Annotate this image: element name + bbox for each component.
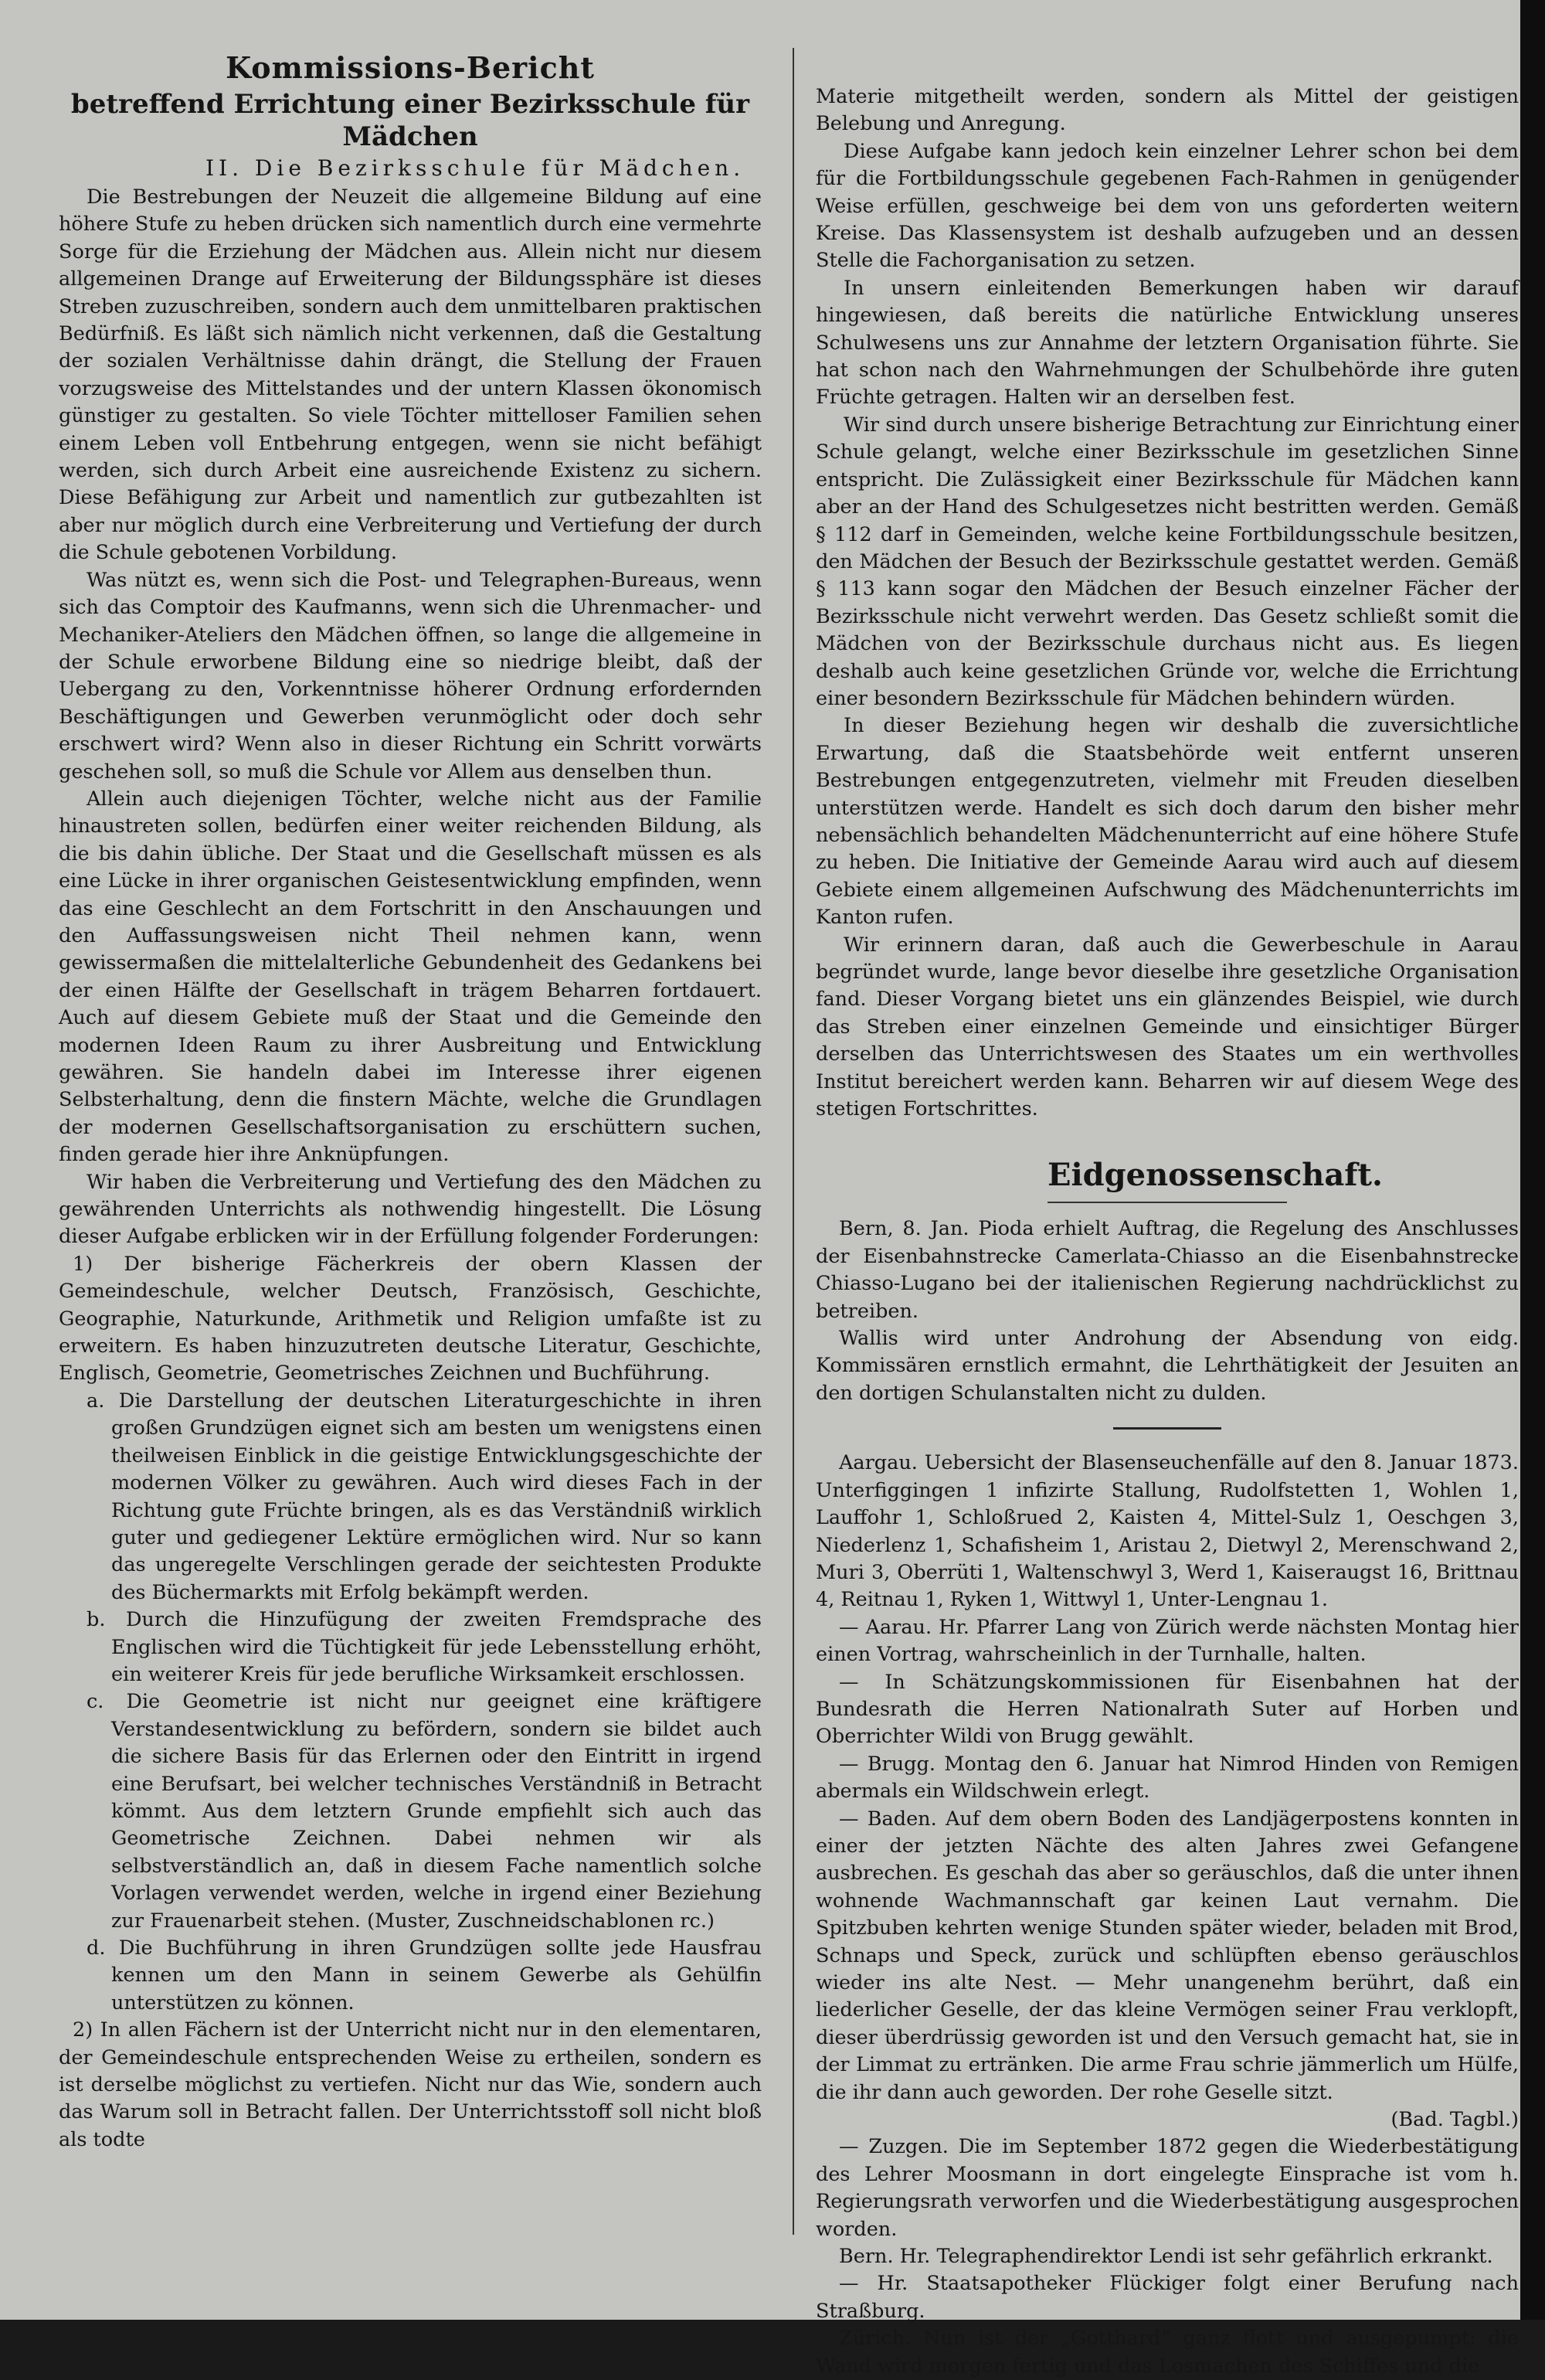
news-item-bern: Bern, 8. Jan. Pioda erhielt Auftrag, die Regelung des Anschlusses der Eisenbahnstrecke Camerlata-Chiasso an die Eisenbahnstrecke Chiasso-Lugano bei der italienischen Regierung nachdrücklichst zu betreiben. — [816, 1217, 1519, 1323]
list-item-2: 2) In allen Fächern ist der Unterricht nicht nur in den elementaren, der Gemeindeschule entsprechenden Weise zu ertheilen, sondern es ist derselbe möglichst zu vertiefen. Nicht nur das Wie, sondern auch das Warum soll in Betracht fallen. Der Unterrichtsstoff soll nicht bloß als todte — [59, 2018, 762, 2151]
article-subtitle: betreffend Errichtung einer Bezirksschule für Mädchen — [70, 89, 750, 152]
sub-list — [87, 1388, 762, 2017]
news-item-aarau: — Aarau. Hr. Pfarrer Lang von Zürich werde nächsten Montag hier einen Vortrag, wahrscheinlich in der Turnhalle, halten. — [816, 1615, 1519, 1667]
scan-edge — [1520, 0, 1545, 2320]
paragraph: Wir sind durch unsere bisherige Betrachtung zur Einrichtung einer Schule gelangt, welche einer Bezirksschule im gesetzlichen Sinne entspricht. Die Zulässigkeit einer Bezirksschule für Mädchen kann aber an der Hand des Schulgesetzes nicht bestritten werden. Gemäß § 112 darf in Gemeinden, welche keine Fortbildungsschule besitzen, den Mädchen der Besuch der Bezirksschule gestattet werden. Gemäß § 113 kann sogar den Mädchen der Besuch einzelner Fächer der Bezirksschule nicht verwehrt werden. Das Gesetz schließt somit die Mädchen von der Bezirksschule durchaus nicht aus. Es liegen deshalb auch keine gesetzlichen Gründe vor, welche die Errichtung einer besondern Bezirksschule für Mädchen behindern würden. — [816, 413, 1519, 710]
news-item-staatsapotheker: — Hr. Staatsapotheker Flückiger folgt einer Berufung nach Straßburg. — [816, 2272, 1519, 2323]
news-item-bern-telegraph: Bern. Hr. Telegraphendirektor Lendi ist sehr gefährlich erkrankt. — [839, 2245, 1493, 2269]
section-heading: II. Die Bezirksschule für Mädchen. — [205, 155, 745, 181]
paragraph: In dieser Beziehung hegen wir deshalb die zuversichtliche Erwartung, daß die Staatsbehörde weit entfernt unseren Bestrebungen entgegenzutreten, vielmehr mit Freuden dieselben unterstützen werde. Handelt es sich doch darum den bisher mehr nebensächlich behandelten Mädchenunterricht auf eine höhere Stufe zu heben. Die Initiative der Gemeinde Aarau wird auch auf diesem Gebiete einem allgemeinen Aufschwung des Mädchenunterrichts im Kanton rufen. — [816, 714, 1519, 930]
news-item-brugg: — Brugg. Montag den 6. Januar hat Nimrod Hinden von Remigen abermals ein Wildschwein erlegt. — [816, 1752, 1519, 1804]
list-item-b: b. Durch die Hinzufügung der zweiten Fremdsprache des Englischen wird die Tüchtigkeit für jede Lebensstellung erhöht, ein weiterer Kreis für jede berufliche Wirksamkeit erschlossen. — [87, 1608, 762, 1686]
list-item-1: 1) Der bisherige Fächerkreis der obern Klassen der Gemeindeschule, welcher Deutsch, Französisch, Geschichte, Geographie, Naturkunde, Arithmetik und Religion umfaßte ist zu erweitern. Es haben hinzuzutreten deutsche Literatur, Geschichte, Englisch, Geometrie, Geometrisches Zeichnen und Buchführung. — [59, 1252, 762, 1386]
list-item-d: d. Die Buchführung in ihren Grundzügen sollte jede Hausfrau kennen um den Mann in seinem Gewerbe als Gehülfin unterstützen zu können. — [87, 1936, 762, 2014]
news-section — [816, 1216, 1519, 2380]
news-item-baden: — Baden. Auf dem obern Boden des Landjägerpostens konnten in einer der jetzten Nächte des alten Jahres zwei Gefangene ausbrechen. Es geschah das aber so geräuschlos, daß die unter ihnen wohnende Wachmannschaft gar keinen Laut vernahm. Die Spitzbuben kehrten wenige Stunden später wieder, beladen mit Brod, Schnaps und Speck, zurück und schlüpften ebenso geräuschlos wieder ins alte Nest. — Mehr unangenehm berührt, daß ein liederlicher Geselle, der das kleine Vermögen seiner Frau verklopft, dieser überdrüssig geworden ist und den Versuch gemacht hat, sie in der Limmat zu ertränken. Die arme Frau schrie jämmerlich um Hülfe, die ihr dann auch geworden. Der rohe Geselle sitzt. — [816, 1807, 1519, 2104]
paragraph: Wir haben die Verbreiterung und Vertiefung des den Mädchen zu gewährenden Unterrichts als nothwendig hingestellt. Die Lösung dieser Aufgabe erblicken wir in der Erfüllung folgender Forderungen: — [59, 1170, 762, 1249]
news-item-schaetzung: — In Schätzungskommissionen für Eisenbahnen hat der Bundesrath die Herren Nationalrath Suter auf Horben und Oberrichter Wildi von Brugg gewählt. — [816, 1670, 1519, 1749]
paragraph: Materie mitgetheilt werden, sondern als Mittel der geistigen Belebung und Anregung. — [816, 85, 1519, 136]
separator-rule — [1113, 1427, 1221, 1430]
paragraph: Die Bestrebungen der Neuzeit die allgemeine Bildung auf eine höhere Stufe zu heben drücken sich namentlich durch eine vermehrte Sorge für die Erziehung der Mädchen aus. Allein nicht nur diesem allgemeinen Drange auf Erweiterung der Bildungssphäre ist dieses Streben zuzuschreiben, sondern auch dem unmittelbaren praktischen Bedürfniß. Es läßt sich nämlich nicht verkennen, daß die Gestaltung der sozialen Verhältnisse dahin drängt, die Stellung der Frauen vorzugsweise des Mittelstandes und der untern Klassen ökonomisch günstiger zu gestalten. So viele Töchter mittelloser Familien sehen einem Leben voll Entbehrung entgegen, wenn sie nicht befähigt werden, sich durch Arbeit eine ausreichende Existenz zu sichern. Diese Befähigung zur Arbeit und namentlich zur gutbezahlten ist aber nur möglich durch eine Verbreiterung und Vertiefung der durch die Schule gebotenen Vorbildung. — [59, 185, 762, 565]
news-item-aargau: Aargau. Uebersicht der Blasenseuchenfälle auf den 8. Januar 1873. Unterfiggingen 1 infizirte Stallung, Rudolfstetten 1, Wohlen 1, Lauffohr 1, Schloßrued 2, Kaisten 4, Mittel-Sulz 1, Oeschgen 3, Niederlenz 1, Schafisheim 1, Aristau 2, Dietwyl 2, Merenschwand 2, Muri 3, Oberrüti 1, Waltenschwyl 3, Werd 1, Kaiseraugst 16, Brittnau 4, Reitnau 1, Ryken 1, Wittwyl 1, Unter-Lengnau 1. — [816, 1451, 1519, 1612]
paragraph: In unsern einleitenden Bemerkungen haben wir darauf hingewiesen, daß bereits die natürliche Entwicklung unseres Schulwesens uns zur Annahme der letztern Organisation führte. Sie hat schon nach den Wahrnehmungen der Schulbehörde ihre guten Früchte getragen. Halten wir an derselben fest. — [816, 276, 1519, 410]
source-attribution: (Bad. Tagbl.) — [1390, 2108, 1519, 2132]
article-title: Kommissions-Bericht — [226, 50, 595, 85]
left-column — [59, 51, 762, 2154]
news-item-wallis: Wallis wird unter Androhung der Absendung von eidg. Kommissären ernstlich ermahnt, die Lehrthätigkeit der Jesuiten an den dortigen Schulanstalten nicht zu dulden. — [816, 1327, 1519, 1405]
list-item-a: a. Die Darstellung der deutschen Literaturgeschichte in ihren großen Grundzügen eignet sich am besten um wenigstens einen theilweisen Einblick in die geistige Entwicklungsgeschichte der modernen Völker zu gewähren. Auch wird dieses Fach in der Richtung gute Früchte bringen, als es das Verständniß wirklich guter und gediegener Lektüre ermöglichen wird. Nur so kann das ungeregelte Verschlingen gerade der seichtesten Produkte des Büchermarkts mit Erfolg bekämpft werden. — [87, 1389, 762, 1604]
paragraph: Wir erinnern daran, daß auch die Gewerbeschule in Aarau begründet wurde, lange bevor dieselbe ihre gesetzliche Organisation fand. Dieser Vorgang bietet uns ein glänzendes Beispiel, wie durch das Streben einer einzelnen Gemeinde und einsichtiger Bürger derselben das Unterrichtswesen des Staates um ein werthvolles Institut bereichert werden kann. Beharren wir auf diesem Wege des stetigen Fortschrittes. — [816, 933, 1519, 1121]
news-item-zuerich: Zürich. Nun ist der „Gotthard“ ganz flott und ausgepumpt: die Wand wird morgen fertig und das Losmachen des Schiffes und die — [816, 2327, 1519, 2378]
news-item-zuzgen: — Zuzgen. Die im September 1872 gegen die Wiederbestätigung des Lehrer Moosmann in dort eingelegte Einsprache ist vom h. Regierungsrath verworfen und die Wiederbestätigung ausgesprochen worden. — [816, 2135, 1519, 2241]
paragraph: Was nützt es, wenn sich die Post- und Telegraphen-Bureaus, wenn sich das Comptoir des Kaufmanns, wenn sich die Uhrenmacher- und Mechaniker-Ateliers den Mädchen öffnen, so lange die allgemeine in der Schule erworbene Bildung eine so niedrige bleibt, daß der Uebergang zu den, Vorkenntnisse höherer Ordnung erfordernden Beschäftigungen und Gewerben verunmöglicht oder doch sehr erschwert wird? Wenn also in dieser Richtung ein Schritt vorwärts geschehen soll, so muß die Schule vor Allem aus denselben thun. — [59, 568, 762, 784]
list-item-c: c. Die Geometrie ist nicht nur geeignet eine kräftigere Verstandesentwicklung zu befördern, sondern sie bildet auch die sichere Basis für das Erlernen oder den Eintritt in irgend eine Berufsart, bei welcher technisches Verständniß in Betracht kömmt. Aus dem letztern Grunde empfiehlt sich auch das Geometrische Zeichnen. Dabei nehmen wir als selbstverständlich an, daß in diesem Fache namentlich solche Vorlagen verwendet werden, welche in irgend einer Beziehung zur Frauenarbeit stehen. (Muster, Zuschneidschablonen rc.) — [87, 1690, 762, 1933]
paragraph: Diese Aufgabe kann jedoch kein einzelner Lehrer schon bei dem für die Fortbildungsschule gegebenen Fach-Rahmen in genügender Weise erfüllen, geschweige bei dem von uns geforderten weitern Kreise. Das Klassensystem ist deshalb aufzugeben und an dessen Stelle die Fachorganisation zu setzen. — [816, 139, 1519, 273]
column-divider — [793, 48, 794, 2235]
right-column — [816, 83, 1519, 2380]
section-title-eidgenossenschaft: Eidgenossenschaft. — [1048, 1154, 1287, 1203]
paragraph: Allein auch diejenigen Töchter, welche nicht aus der Familie hinaustreten sollen, bedürfen einer weiter reichenden Bildung, als die bis dahin übliche. Der Staat und die Gesellschaft müssen es als eine Lücke in ihrer organischen Geistesentwicklung empfinden, wenn das eine Geschlecht an dem Fortschritt in den Anschauungen und den Auffassungsweisen nicht Theil nehmen kann, wenn gewissermaßen die mittelalterliche Gebundenheit des Gedankens bei der einen Hälfte der Gesellschaft in trägem Beharren fortdauert. Auch auf diesem Gebiete muß der Staat und die Gemeinde den modernen Ideen Raum zu ihrer Ausbreitung und Entwicklung gewähren. Sie handeln dabei im Interesse ihrer eigenen Selbsterhaltung, denn die finstern Mächte, welche die Grundlagen der modernen Gesellschaftsorganisation zu erschüttern suchen, finden gerade hier ihre Anknüpfungen. — [59, 787, 762, 1167]
